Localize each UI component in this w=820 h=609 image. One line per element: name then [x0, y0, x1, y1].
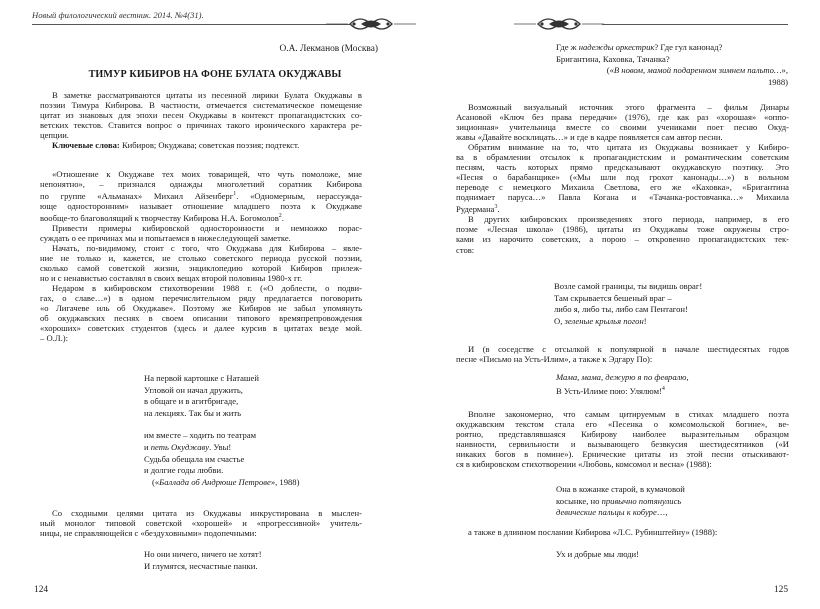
- poem-line: Судьба обещала им счастье: [144, 453, 245, 464]
- text-line: «Песня о барабанщике» («Мы шли под грохот канонады…») в вольном: [456, 172, 789, 183]
- text-line: В других кибировских произведениях этого периода, например, в его: [468, 214, 789, 225]
- text-line: поднимает паруса…» Павла Когана и «Тачанка-ростовчанка…» Михаила: [456, 192, 789, 203]
- text-line: ками из нарочито советских, а порою – откровенно пропагандистских тек-: [456, 234, 789, 245]
- poem-rubinstein: [556, 549, 788, 561]
- header-ornament-icon: [326, 14, 416, 34]
- text-line: об окуджавских песнях в своем описании типового времяпрепровождения: [40, 313, 362, 324]
- poem-line: [554, 316, 788, 328]
- poem-teacher: [144, 549, 374, 572]
- footnote-ref: 1: [233, 191, 237, 198]
- text-line: «о Лигачеве иль об Окуджаве». Поэтому же Кибиров не забыл упомянуть: [40, 303, 362, 314]
- body-text-2: [456, 344, 789, 364]
- poem-line: И глумятся, несчастные панки.: [144, 560, 258, 571]
- header-ornament-icon: [514, 14, 604, 34]
- text-span: по группе «Альманах» Михаил Айзенберг: [40, 190, 234, 201]
- poem-line: Бригантина, Каховка, Тачанка?: [556, 53, 670, 64]
- poem-line: [144, 442, 374, 454]
- poem-line: Ух и добрые мы люди!: [556, 549, 639, 559]
- abstract: [40, 90, 362, 150]
- text-line: [40, 211, 362, 223]
- text-line: непонятно», – признался однажды многолетний соратник Кибирова: [40, 179, 362, 190]
- text-line: Начать, по-видимому, стоит с того, что Окуджава для Кибирова – явле-: [52, 243, 362, 254]
- body-text-1: [456, 102, 789, 255]
- poem-line: им вместе – ходить по театрам: [144, 430, 257, 441]
- text-span: . «Одномерным, нерассужда-: [236, 190, 362, 201]
- text-span: ? Где гул канонад?: [654, 42, 723, 52]
- abstract-line: В заметке рассматриваются цитаты из песенной лирики Булата Окуджавы в: [52, 90, 362, 100]
- poem-ballad: [144, 373, 374, 488]
- text-line: ницы, не справляющейся с «бездуховными» подопечными:: [40, 528, 257, 539]
- header-rule: [602, 24, 788, 25]
- text-span: косынке, но: [556, 495, 602, 506]
- right-page: [410, 0, 820, 609]
- text-span: («: [152, 476, 160, 487]
- italic-span: Мама, мама, дежурю я по февралю,: [556, 372, 689, 382]
- text-line: «Отношение к Окуджаве тех моих товарищей, что чуть помоложе, мне: [52, 169, 362, 179]
- poem-line: на лекциях. Так бы и жить: [144, 407, 242, 418]
- text-line: «хороших» советских студентов (здесь и далее курсив в цитатах везде мой.: [40, 323, 362, 334]
- abstract-line: цепции.: [40, 130, 69, 141]
- italic-span: Баллада об Андрюше Петрове: [159, 476, 271, 487]
- text-line: суждать о ее причинах мы и попытаемся в нижеследующей заметке.: [40, 233, 291, 243]
- body-text-1: [40, 169, 362, 344]
- poem-line: [556, 384, 788, 397]
- text-line: юще односторонним» называет отношение младшего поэта к Окуджаве: [40, 201, 362, 211]
- poem-line: Угловой он начал дружить,: [144, 384, 243, 395]
- text-line: переводе с немецкого Михаила Светлова, его же «Каховка», «Бригантина: [456, 182, 789, 193]
- text-line: наивности, сервильности и вызывающего безвкусия шестидесятников («И: [456, 439, 789, 450]
- text-line: Вполне закономерно, что самым цитируемым в стихах младшего поэта: [468, 409, 789, 419]
- body-text-2: [40, 508, 362, 538]
- poem-line: [556, 496, 788, 508]
- header-rule: [32, 24, 350, 25]
- stanza-gap: [144, 419, 374, 430]
- italic-span: В новом, мамой подаренном зимнем пальто…: [613, 65, 782, 76]
- footnote-ref: 2: [278, 213, 282, 220]
- text-line: ние не только и, кажется, не столько советского периода русской поэзии,: [40, 253, 362, 264]
- text-line: зиционная» учительница вместе со своими учениками поет песню Окуд-: [456, 122, 789, 133]
- text-line: И (в соседстве с отсылкой к популярной в начале шестидесятых годов: [468, 344, 789, 354]
- poem-line: Возле самой границы, ты видишь овраг!: [554, 281, 703, 291]
- text-line: Обратим внимание на то, что цитата из Окуджавы возникает у Кибиро-: [468, 142, 789, 153]
- text-span: Где ж: [556, 42, 579, 52]
- poem-source: 1988): [767, 76, 788, 87]
- text-line: [40, 189, 362, 201]
- poem-line: [556, 42, 788, 54]
- abstract-line: поэзии Тимура Кибирова. В частности, отмечается систематическое помещение: [40, 100, 362, 111]
- page-number: 124: [34, 585, 49, 595]
- author-line: О.А. Лекманов (Москва): [279, 44, 378, 54]
- running-head: Новый филологический вестник. 2014. №4(31).: [32, 10, 204, 20]
- text-line: Недаром в кибировском стихотворении 1988 г. («О доблести, о подви-: [52, 283, 362, 294]
- poem-ulyalyum: [556, 372, 788, 397]
- text-span: вообще-то благоволящий к творчеству Кибирова Н.А. Богомолов: [40, 212, 279, 223]
- text-line: никаких богов в помине»). Ернические цитаты из этой песни отыскивают-: [456, 449, 789, 460]
- text-line: – О.Л.):: [40, 333, 69, 344]
- keywords-text: Кибиров; Окуджава; советская поэзия; подтекст.: [119, 140, 300, 151]
- text-span: («: [606, 65, 614, 76]
- text-line: роятно, представлявшаяся Кибирову наиболее выразительным образцом: [456, 429, 789, 440]
- text-line: Возможный визуальный источник этого фрагмента – фильм Динары: [468, 102, 789, 112]
- poem-line: Там скрывается бешеный враг –: [554, 292, 672, 303]
- text-line: гах, о славе…») в одном перечислительном ряду предлагается поговорить: [40, 293, 362, 304]
- article-title: ТИМУР КИБИРОВ НА ФОНЕ БУЛАТА ОКУДЖАВЫ: [88, 69, 342, 80]
- text-line: Со сходными целями цитата из Окуджавы инкрустирована в мыслен-: [52, 508, 362, 518]
- italic-span: зеленые крылья погон: [564, 315, 644, 326]
- poem-line: [556, 507, 788, 519]
- text-line: а также в длинном послании Кибирова «Л.С. Рубинштейну» (1988):: [468, 527, 718, 537]
- poem-line: и долгие годы любви.: [144, 465, 224, 476]
- text-line: песне «Письмо на Усть-Илим», а также к Эдгару По):: [456, 354, 653, 365]
- text-span: О,: [554, 315, 565, 326]
- text-line: ный монолог типовой советской «хорошей» и «прогрессивной» учитель-: [40, 518, 362, 529]
- poem-forest-school: [554, 281, 788, 327]
- poem-line: [556, 372, 788, 384]
- text-line: Привести примеры кибировской односторонности и немножко порас-: [52, 222, 362, 233]
- text-line: стов:: [456, 244, 475, 255]
- poem-line: либо я, либо ты, либо сам Пентагон!: [554, 304, 688, 315]
- italic-span: надежды оркестрик: [578, 42, 655, 52]
- text-span: . Увы!: [209, 441, 232, 452]
- italic-span: петь Окуджаву: [150, 441, 210, 452]
- poem-line: На первой картошке с Наташей: [144, 373, 259, 383]
- poem-line: Она в кожанке старой, в кумачовой: [556, 484, 685, 494]
- poem-line: Но они ничего, ничего не хотят!: [144, 549, 262, 559]
- italic-span: привычно потянулись: [601, 495, 682, 506]
- italic-span: девические пальцы к кобуре: [556, 507, 657, 518]
- body-text-3: [456, 409, 789, 469]
- text-line: ва в обрамлении отсылок к пропагандистским и романтическим советским: [456, 152, 789, 163]
- body-text-4: [456, 527, 789, 537]
- text-span: В Усть-Илиме пою: Улялюм!: [556, 385, 662, 396]
- text-span: и: [144, 441, 151, 452]
- text-line: жавы «Давайте восклицать…» и где в кадре появляется сам автор песни.: [456, 132, 723, 143]
- text-line: поэме «Лесная школа» (1986), цитаты из Окуджавы тоже окружены стро-: [456, 224, 789, 235]
- top-quote: [556, 42, 788, 88]
- text-line: Асановой «Ключ без права передачи» (1976), где как раз «хорошая» «оппо-: [456, 112, 789, 123]
- page-number: 125: [773, 585, 788, 595]
- footnote-ref: 4: [661, 385, 665, 392]
- abstract-line: цитат из знаковых для эпохи песен Окуджавы в контекст пропагандистских со-: [40, 110, 362, 121]
- text-span: .: [281, 212, 284, 223]
- text-span: …,: [656, 507, 668, 518]
- poem-source: [144, 477, 374, 489]
- text-span: !: [643, 315, 647, 326]
- text-line: Рудермана$^3$.: [456, 204, 500, 215]
- footnote-ref: 3: [494, 204, 498, 211]
- text-line: ся в кибировском стихотворении «Любовь, комсомол и весна» (1988):: [456, 459, 712, 470]
- text-line: песням, часть которых прямо предсказывают окуджавскую поэтику. Это: [456, 162, 789, 173]
- poem-source: [556, 65, 788, 77]
- text-span: Рудермана: [456, 204, 495, 215]
- poem-line: в общаге и в агитбригаде,: [144, 396, 239, 407]
- text-line: сколько самой советской жизни, энциклопедию которой Кибиров прилеж-: [40, 263, 362, 274]
- text-line: но и с ненавистью составлял в своих вещах второй половины 1980-х гг.: [40, 273, 303, 284]
- text-span: », 1988): [270, 476, 300, 487]
- text-line: окуджавским текстом стала его «Песенка о комсомольской богине», ве-: [456, 419, 789, 430]
- keywords-label: Ключевые слова:: [52, 140, 120, 151]
- abstract-line: ветских текстов. Ставится вопрос о причинах такого иронического характера ре-: [40, 120, 362, 131]
- poem-komsomol: [556, 484, 788, 519]
- keywords: [40, 140, 362, 150]
- text-span: »,: [781, 65, 788, 76]
